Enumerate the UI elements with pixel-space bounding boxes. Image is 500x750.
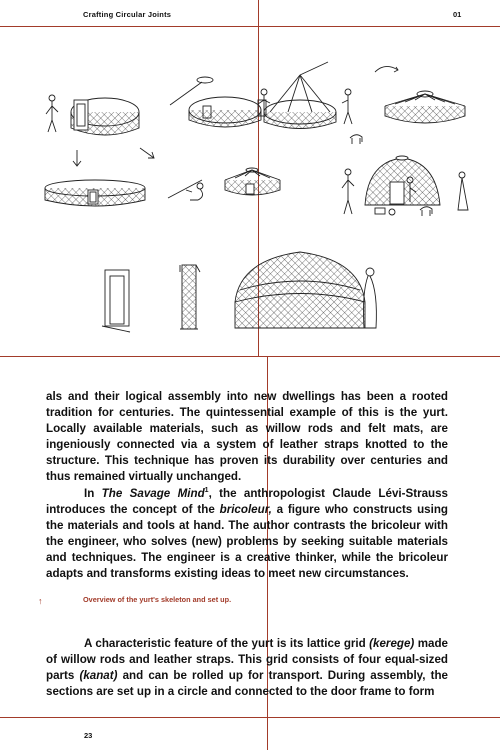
yurt-dome-scene xyxy=(235,252,376,328)
figure-with-pole-scene xyxy=(168,180,203,200)
door-frame-detail xyxy=(102,270,130,332)
felt-covered-yurt-scene xyxy=(342,156,468,216)
paragraph-3-lead: A characteristic feature of the yurt is its lattice grid xyxy=(84,637,370,650)
roof-frame-scene xyxy=(375,66,465,123)
body-text-continued xyxy=(46,636,448,700)
paragraph-2-mid: , the anthropologist Claude Lévi-Strauss introduces the concept of the xyxy=(46,486,449,516)
lattice-circle-scene xyxy=(46,95,139,135)
footnote-marker: 1 xyxy=(204,486,209,494)
page-number-top: 01 xyxy=(453,10,462,19)
book-title: The Savage Mind xyxy=(101,486,205,500)
kerege-term: (kerege) xyxy=(369,637,415,650)
caption-arrow-icon: ↑ xyxy=(38,596,43,606)
arrow-diagonal-icon xyxy=(140,148,154,158)
figure-caption: Overview of the yurt's skeleton and set up. xyxy=(83,595,232,604)
lattice-section-scene xyxy=(45,180,145,206)
top-rule xyxy=(0,26,500,27)
arrow-down-icon xyxy=(73,150,81,166)
raising-crown-scene xyxy=(170,77,270,127)
paragraph-3 xyxy=(46,636,448,700)
paragraph-2 xyxy=(46,486,448,583)
paragraph-1-text: als and their logical assembly into new dwellings has been a rooted tradition for centuries. The quintessential example of this is the yurt. Locally available materials, such as willow rods and felt mats, are ingeniously connected via a system of leather straps knotted to the structure. This technique has proven its durability over centuries and thus remained virtually unchanged. xyxy=(46,390,448,484)
body-text xyxy=(46,389,448,582)
mid-rule xyxy=(0,356,500,357)
yurt-assembly-illustration xyxy=(30,40,480,340)
paragraph-3-rest: and can be rolled up for transport. During assembly, the sections are set up in a circle and connected to the door frame to form xyxy=(46,669,448,699)
paragraph-1 xyxy=(46,389,448,486)
small-yurt-frame-scene xyxy=(225,168,280,195)
bricoleur-term: bricoleur, xyxy=(219,502,272,516)
folio-number: 23 xyxy=(84,731,93,740)
paragraph-2-rest: a figure who constructs using the materials and tools at hand. The author contrasts the bricoleur with the engineer, who solves (new) problems by seeking suitable materials and techniques. The engineer is a creative thinker, while the bricoleur adapts and transforms existing ideas to meet new circumstances. xyxy=(46,502,448,581)
paragraph-2-lead: In xyxy=(84,486,102,500)
bottom-rule xyxy=(0,717,500,718)
lattice-section-detail xyxy=(180,265,200,329)
kanat-term: (kanat) xyxy=(79,669,118,683)
paragraph-3-mid: made of willow rods and leather straps. This grid consists of four equal-sized parts xyxy=(46,637,448,683)
running-head: Crafting Circular Joints xyxy=(83,10,172,19)
roof-poles-scene xyxy=(264,62,362,144)
